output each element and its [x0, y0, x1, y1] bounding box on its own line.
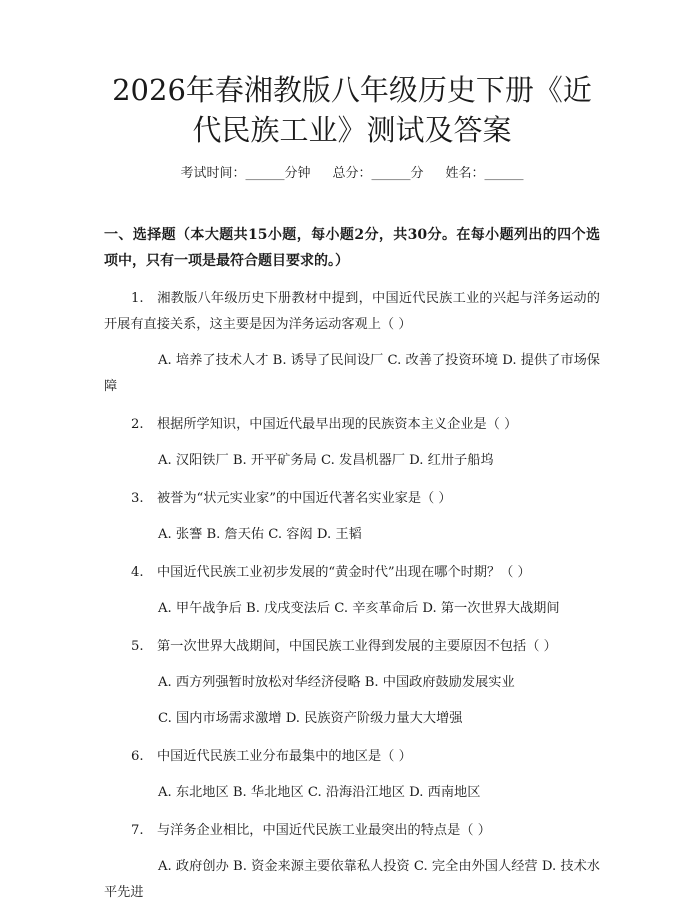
question-stem — [104, 412, 600, 438]
question-options: A. 政府创办 B. 资金来源主要依靠私人投资 C. 完全由外国人经营 D. 技术水平先进 — [104, 859, 600, 900]
question-number: 6. — [131, 749, 144, 764]
question-text: 湘教版八年级历史下册教材中提到，中国近代民族工业的兴起与洋务运动的开展有直接关系，这主要是因为洋务运动客观上（ ） — [104, 291, 600, 332]
question-options: A. 汉阳铁厂 B. 开平矿务局 C. 发昌机器厂 D. 红卅子船坞 — [158, 453, 494, 468]
total-score: 总分：______分 — [332, 166, 424, 181]
question-stem — [104, 560, 600, 586]
exam-page — [104, 70, 600, 906]
question-number: 5. — [131, 639, 144, 654]
section-title: 一、选择题（本大题共15小题，每小题2分，共30分。在每小题列出的四个选项中，只有一项是最符合题目要求的。） — [104, 227, 600, 269]
question-text: 与洋务企业相比，中国近代民族工业最突出的特点是（ ） — [157, 823, 491, 838]
question-number: 4. — [131, 565, 144, 580]
question-options: A. 甲午战争后 B. 戊戌变法后 C. 辛亥革命后 D. 第一次世界大战期间 — [158, 601, 560, 616]
question-stem — [104, 634, 600, 660]
question-number: 7. — [131, 823, 144, 838]
question-stem — [104, 744, 600, 770]
question-text: 根据所学知识，中国近代最早出现的民族资本主义企业是（ ） — [157, 417, 518, 432]
question-options: A. 张謇 B. 詹天佑 C. 容闳 D. 王韬 — [158, 527, 362, 542]
question-stem — [104, 818, 600, 844]
question-options: C. 国内市场需求激增 D. 民族资产阶级力量大大增强 — [158, 711, 463, 726]
question-number: 2. — [131, 417, 144, 432]
question-number: 3. — [131, 491, 144, 506]
student-name: 姓名：______ — [445, 166, 524, 181]
question-options: A. 西方列强暂时放松对华经济侵略 B. 中国政府鼓励发展实业 — [158, 675, 515, 690]
question-text: 中国近代民族工业初步发展的“黄金时代”出现在哪个时期？（ ） — [157, 565, 531, 580]
page-title: 2026年春湘教版八年级历史下册《近代民族工业》测试及答案 — [112, 73, 592, 147]
question-stem — [104, 286, 600, 338]
question-options: A. 东北地区 B. 华北地区 C. 沿海沿江地区 D. 西南地区 — [158, 785, 481, 800]
question-number: 1. — [131, 291, 144, 306]
exam-time: 考试时间：______分钟 — [180, 166, 311, 181]
question-text: 被誉为“状元实业家”的中国近代著名实业家是（ ） — [157, 491, 452, 506]
question-stem — [104, 486, 600, 512]
exam-meta — [104, 164, 600, 184]
question-text: 第一次世界大战期间，中国民族工业得到发展的主要原因不包括（ ） — [157, 639, 557, 654]
question-options: A. 培养了技术人才 B. 诱导了民间设厂 C. 改善了投资环境 D. 提供了市场保障 — [104, 353, 600, 394]
question-text: 中国近代民族工业分布最集中的地区是（ ） — [157, 749, 412, 764]
